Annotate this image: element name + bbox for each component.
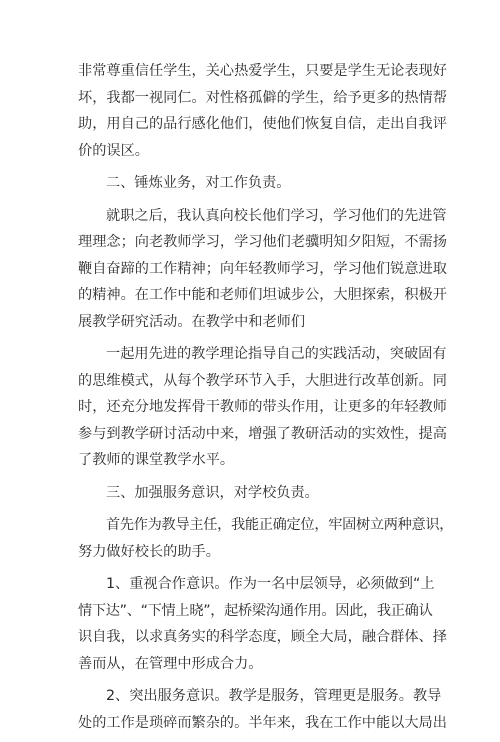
paragraph-student-care (78, 58, 447, 164)
text-line: 善而从，在管理中形成合力。 (78, 655, 263, 672)
section-heading-text: 三、加强服务意识，对学校负责。 (106, 484, 319, 501)
paragraph-cooperation (78, 571, 447, 677)
paragraph-positioning (78, 512, 454, 565)
text-line: 参与到教学研讨活动中来，增强了教研活动的实效性，提高 (78, 425, 447, 442)
text-line: 非常尊重信任学生，关心热爱学生，只要是学生无论表现好 (78, 63, 447, 79)
text-line: 理理念；向老教师学习，学习他们老骥明知夕阳短，不需扬 (78, 234, 447, 250)
text-line: 2、突出服务意识。教学是服务，管理更是服务。教导 (106, 688, 442, 704)
section-heading-2 (78, 170, 428, 197)
paragraph-innovation (78, 341, 447, 474)
text-line: 1、重视合作意识。作为一名中层领导，必须做到“上 (106, 576, 435, 592)
text-line: 首先作为教导主任，我能正确定位，牢固树立两种意识， (106, 517, 454, 533)
text-line: 展教学研究活动。在教学中和老师们 (78, 313, 306, 330)
section-heading-3 (78, 480, 428, 507)
text-line: 努力做好校长的助手。 (78, 543, 220, 560)
section-heading-text: 二、锤炼业务，对工作负责。 (106, 175, 291, 191)
text-line: 一起用先进的教学理论指导自己的实践活动，突破固有 (106, 346, 447, 362)
paragraph-learning (78, 203, 447, 336)
text-line: 鞭自奋蹄的工作精神；向年轻教师学习，学习他们锐意进取 (78, 260, 447, 277)
text-line: 就职之后，我认真向校长他们学习，学习他们的先进管 (106, 207, 447, 224)
text-line: 时，还充分地发挥骨干教师的带头作用，让更多的年轻教师 (78, 399, 447, 415)
text-line: 价的误区。 (78, 142, 149, 159)
document-page (78, 58, 454, 742)
text-line: 处的工作是琐碎而繁杂的。半年来，我在工作中能以大局出 (78, 714, 447, 731)
text-line: 情下达”、“下情上晓”，起桥梁沟通作用。因此，我正确认 (78, 602, 433, 619)
text-line: 的精神。在工作中能和老师们坦诚步公，大胆探索，积极开 (78, 287, 447, 303)
text-line: 识自我，以求真务实的科学态度，顾全大局，融合群体、择 (78, 629, 447, 645)
paragraph-service (78, 683, 447, 736)
text-line: 坏，我都一视同仁。对性格孤僻的学生，给予更多的热情帮 (78, 89, 447, 106)
text-line: 助，用自己的品行感化他们，使他们恢复自信，走出自我评 (78, 116, 447, 132)
text-line: 的思维模式，从每个教学环节入手，大胆进行改革创新。同 (78, 372, 447, 389)
text-line: 了教师的课堂教学水平。 (78, 452, 235, 468)
